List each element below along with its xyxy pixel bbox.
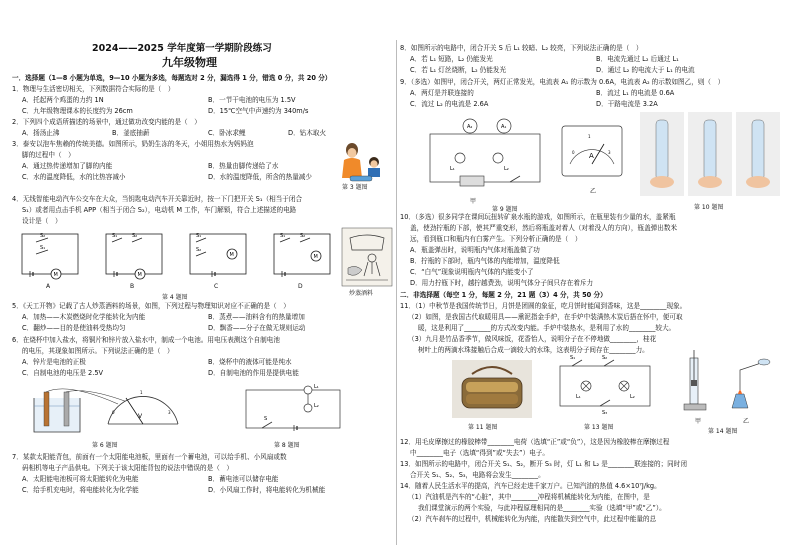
- right-column: [400, 0, 786, 560]
- q9-fig-b-label: 乙: [590, 188, 597, 195]
- svg-text:S₁: S₁: [196, 233, 202, 239]
- q6-beaker-voltmeter: [28, 384, 188, 436]
- svg-text:L₂: L₂: [504, 166, 509, 172]
- q12-line2: 中________电子（选填“得到”或“失去”）电子。: [410, 449, 549, 457]
- q9-circuit: [420, 114, 550, 194]
- q4-stem-line1: 4．无线智能电动汽车公交车在大众，当钥匙电动汽车开关靠近时，按一下门把开关 S₁（相当于闭合: [12, 195, 303, 203]
- svg-text:L₁: L₁: [450, 166, 455, 172]
- q14-fig-a-label: 甲: [695, 418, 702, 425]
- q4-label-c: C: [214, 283, 219, 290]
- q9-option-b: B．流过 L₁ 的电流是 0.6A: [596, 89, 675, 97]
- q13-line2: 合开关 S₁、S₂、S₃，电路将会发生________。: [410, 471, 545, 479]
- q14-experiments: [680, 350, 780, 416]
- q14-caption: 第 14 题图: [708, 428, 738, 435]
- q7-stem-line1: 7．某款太阳能背包，前面有一个太阳能电池板，里面有一个蓄电池，可以给手机、小风扇或数: [12, 453, 287, 461]
- q1-option-d: D．15℃空气中声速约为 340m/s: [208, 107, 309, 115]
- q9-ammeter: [560, 124, 624, 184]
- svg-text:3: 3: [608, 150, 611, 155]
- svg-text:V: V: [138, 413, 143, 420]
- svg-text:S₁: S₁: [40, 245, 46, 251]
- q3-stem-line1: 3．泰安以泡车焦赖的传统美德。如图所示，奶奶生冻的冬天，小姐用热水为妈妈泡: [12, 140, 254, 148]
- q10-stem-line1: 10．（多选）很多同学在课间玩扭转矿泉水瓶的游戏，如图所示，在瓶里装有少量的水，盖紧瓶: [400, 213, 676, 221]
- q7-option-a: A．太阳能电池板可将太阳能转化为电能: [22, 475, 139, 483]
- q3-stem-line2: 脚的过程中（ ）: [22, 151, 75, 159]
- q9-caption: 第 9 题图: [492, 206, 518, 213]
- q2-option-c: C．卧冰求鲤: [208, 129, 246, 137]
- q1-option-b: B．一节干电池的电压为 1.5V: [208, 96, 296, 104]
- exam-title: 2024——2025 学年度第一学期阶段练习: [92, 43, 272, 54]
- svg-text:S₂: S₂: [132, 233, 138, 239]
- q8-caption: 第 8 题图: [274, 442, 300, 449]
- svg-text:A₁: A₁: [501, 124, 507, 130]
- svg-text:0: 0: [572, 150, 575, 155]
- woodcut-caption: 炒蒸酒料: [349, 290, 374, 297]
- q5-option-a: A．加热——木炭燃烧时化学能转化为内能: [22, 313, 146, 321]
- q6-caption: 第 6 题图: [92, 442, 118, 449]
- q11-hand-warmer-photo: [452, 360, 532, 418]
- q2-option-a: A．扬汤止沸: [22, 129, 60, 137]
- q3-caption: 第 3 题图: [342, 184, 368, 191]
- q11-part3-line1: （3）九月是竹品香季节，做风味饭，花香怡人，说明分子在不停地做________，桂花: [408, 335, 657, 343]
- svg-text:S₁: S₁: [280, 233, 286, 239]
- q3-illustration: [330, 138, 390, 182]
- q3-option-a: A．通过热传递增加了脚的内能: [22, 162, 113, 170]
- section1-heading: 一．选择题（1—8 小题为单选，9—10 小题为多选，每题选对 2 分，漏选得 1 分，错选 0 分，共 20 分）: [12, 74, 332, 82]
- q6-stem-line2: 的电压，其现象如图所示。下列说法正确的是（ ）: [22, 347, 174, 355]
- svg-text:A: A: [589, 152, 594, 160]
- q13-circuit: [550, 356, 660, 416]
- svg-text:L₁: L₁: [314, 384, 319, 390]
- svg-text:M: M: [137, 272, 142, 278]
- q13-caption: 第 13 题图: [584, 424, 614, 431]
- q9-stem: 9．（多选）如图甲，闭合开关，两灯正常发光，电流表 A₁ 的示数为 0.6A，电流表 A₂ 的示数如图乙，则（ ）: [400, 78, 725, 86]
- q8-stem: 8．如图所示的电路中，闭合开关 S 后 L₁ 较暗、L₂ 较亮，下列说法正确的是（ ）: [400, 44, 643, 52]
- svg-text:1: 1: [140, 390, 143, 395]
- q9-option-c: C．流过 L₂ 的电流是 2.6A: [410, 100, 489, 108]
- q10-caption: 第 10 题图: [694, 204, 724, 211]
- q10-option-d: D．用力拧瓶下时，越拧越费劲，说明气体分子间只存在着斥力: [410, 279, 594, 287]
- woodcut-illustration: [342, 228, 392, 286]
- svg-text:S₃: S₃: [602, 410, 608, 416]
- q1-option-c: C．九年级物理课本的长度约为 26cm: [22, 107, 133, 115]
- q4-label-a: A: [46, 283, 51, 290]
- svg-text:1: 1: [588, 134, 591, 139]
- q6-option-a: A．锌片是电池的正极: [22, 358, 86, 366]
- q4-circuit-c: [186, 230, 250, 280]
- q14-line1: 14．随着人民生活水平的提高，汽车已经走进千家万户。已知汽油的热值 4.6×10⁷J/kg。: [400, 482, 661, 490]
- q10-bottle-photos: [640, 112, 780, 196]
- q2-stem: 2．下列四个成语所描述的场景中，通过做功改变内能的是（ ）: [12, 118, 201, 126]
- q2-option-b: B．釜底抽薪: [112, 129, 150, 137]
- q7-stem-line2: 码相机等电子产品供电。下列关于该太阳能背包的说法中错误的是（ ）: [22, 464, 233, 472]
- q10-option-a: A．瓶盖弹出时，说明瓶内气体对瓶盖做了功: [410, 246, 540, 254]
- svg-text:0: 0: [112, 410, 115, 415]
- q4-stem-line3: 设计是（ ）: [22, 217, 62, 225]
- q10-stem-line3: 远，看到瓶口和瓶内有白雾产生。下列分析正确的是（ ）: [410, 235, 582, 243]
- svg-text:M: M: [53, 272, 58, 278]
- left-column: [12, 0, 394, 560]
- q9-option-d: D．干路电流是 3.2A: [596, 100, 658, 108]
- q3-option-d: D．水的温度降低，所含的热量减少: [208, 173, 312, 181]
- subject-title: 九年级物理: [162, 56, 217, 69]
- svg-text:M: M: [313, 254, 318, 260]
- q6-option-c: C．自制电池的电压是 2.5V: [22, 369, 104, 377]
- q1-stem: 1．物理与生活密切相关，下列数据符合实际的是（ ）: [12, 85, 175, 93]
- q6-option-d: D．自制电池的作用是提供电能: [208, 369, 299, 377]
- svg-text:S₂: S₂: [40, 233, 46, 239]
- q14-line4: （2）汽车刹车的过程中，机械能转化为内能，内能散失到空气中，此过程中能量的总: [408, 515, 657, 523]
- q8-circuit: [238, 384, 348, 436]
- q10-stem-line2: 盖，使劲拧瓶的下部，使其严重变形，然后将瓶盖对着人（对着没人的方向），瓶盖弹出数米: [410, 224, 678, 232]
- section2-heading: 二．非选择题（每空 1 分，每题 2 分，21 题（3）4 分，共 50 分）: [400, 291, 607, 299]
- q9-option-a: A．两灯是并联连接的: [410, 89, 474, 97]
- column-divider: [396, 40, 397, 545]
- q7-option-d: D．小风扇工作时，将电能转化为机械能: [208, 486, 326, 494]
- svg-text:L₁: L₁: [576, 394, 581, 400]
- q1-option-a: A．托起两个鸡蛋的力约 1N: [22, 96, 104, 104]
- q4-label-b: B: [130, 283, 135, 290]
- q6-option-b: B．烧杯中的液体可能是纯水: [208, 358, 292, 366]
- q4-circuit-b: [102, 230, 166, 280]
- q7-option-b: B．蓄电池可以储存电能: [208, 475, 279, 483]
- q14-line2: （1）汽油机是汽车的“心脏”，其中________冲程将机械能转化为内能，在图中，是: [408, 493, 650, 501]
- q12-line1: 12．用毛皮摩擦过的橡胶棒带________电荷（选填“正”或“负”），这是因为橡胶棒在摩擦过程: [400, 438, 670, 446]
- svg-text:S₂: S₂: [300, 233, 306, 239]
- q4-stem-line2: S₁）或者用点击手机 APP（相当于闭合 S₂），电动机 M 工作，车门解锁，符合上述描述的电路: [22, 206, 297, 214]
- q4-label-d: D: [298, 283, 303, 290]
- q8-option-a: A．若 L₁ 短路，L₂ 仍能发光: [410, 55, 493, 63]
- q5-option-d: D．飘香——分子在做无规则运动: [208, 324, 306, 332]
- q8-option-c: C．若 L₁ 灯丝烧断，L₂ 仍能发光: [410, 66, 507, 74]
- q11-part2-line2: 暖，这是利用了________的方式改变内能。手炉中装热水，是利用了水的________较大。: [418, 324, 676, 332]
- q14-line3: 我们课堂演示的两个实验，与此冲程原理相同的是________实验（选填“甲”或“乙”）。: [418, 504, 666, 512]
- svg-text:S₁: S₁: [570, 355, 576, 361]
- q11-part2-line1: （2）如图，是我国古代取暖用具——熏泥指金手炉，在手炉中装满热木炭后捂在怀中，便可取: [408, 313, 683, 321]
- q13-line1: 13．如图所示的电路中，闭合开关 S₁、S₂，断开 S₃ 时，灯 L₁ 和 L₂ 是________联连接的；同时闭: [400, 460, 687, 468]
- svg-text:S₂: S₂: [196, 247, 202, 253]
- svg-text:L₂: L₂: [630, 394, 635, 400]
- q4-circuit-d: [270, 230, 334, 280]
- q3-option-c: C．水的温度降低，水的比热容减小: [22, 173, 126, 181]
- q11-part3-line2: 树叶上的两滴水珠接触后合成一滴较大的水珠，这表明分子间存在________力。: [418, 346, 649, 354]
- q5-option-c: C．翻炒——目的是使油料受热均匀: [22, 324, 126, 332]
- q10-option-b: B．拧瓶的下部时，瓶内气体的内能增加，温度降低: [410, 257, 560, 265]
- svg-text:M: M: [229, 252, 234, 258]
- q4-caption: 第 4 题图: [162, 294, 188, 301]
- q11-caption: 第 11 题图: [468, 424, 498, 431]
- svg-text:S₂: S₂: [602, 355, 608, 361]
- svg-text:3: 3: [168, 410, 171, 415]
- svg-text:L₂: L₂: [314, 403, 319, 409]
- q3-option-b: B．热量由脚传递给了水: [208, 162, 279, 170]
- q10-option-c: C．“白气”现象说明瓶内气体的内能变小了: [410, 268, 534, 276]
- q5-option-b: B．蒸煮——油料含有的热量增加: [208, 313, 305, 321]
- q5-stem: 5．《天工开物》记载了古人炒蒸酒料的场景，如图，下列过程与物理知识对应不正确的是（ ）: [12, 302, 290, 310]
- q8-option-d: D．通过 L₂ 的电流大于 L₁ 的电流: [596, 66, 695, 74]
- q11-part1: 11．（1）中秋节是我国传统节日，月饼是团圆的象征，吃月饼时能闻到香味，这是________现象。: [400, 302, 687, 310]
- svg-text:S: S: [264, 416, 268, 422]
- q4-circuit-a: [18, 230, 82, 280]
- q8-option-b: B．电流先通过 L₂ 后通过 L₁: [596, 55, 679, 63]
- q7-option-c: C．给手机充电时，将电能转化为化学能: [22, 486, 139, 494]
- q2-option-d: D．钻木取火: [288, 129, 327, 137]
- q6-stem-line1: 6．在烧杯中加入盐水，将铜片和锌片放入盐水中，制成一个电池。用电压表测这个自制电池: [12, 336, 280, 344]
- q9-fig-a-label: 甲: [470, 198, 477, 205]
- q14-fig-b-label: 乙: [743, 418, 750, 425]
- svg-text:S₁: S₁: [112, 233, 118, 239]
- svg-text:A₂: A₂: [467, 124, 473, 130]
